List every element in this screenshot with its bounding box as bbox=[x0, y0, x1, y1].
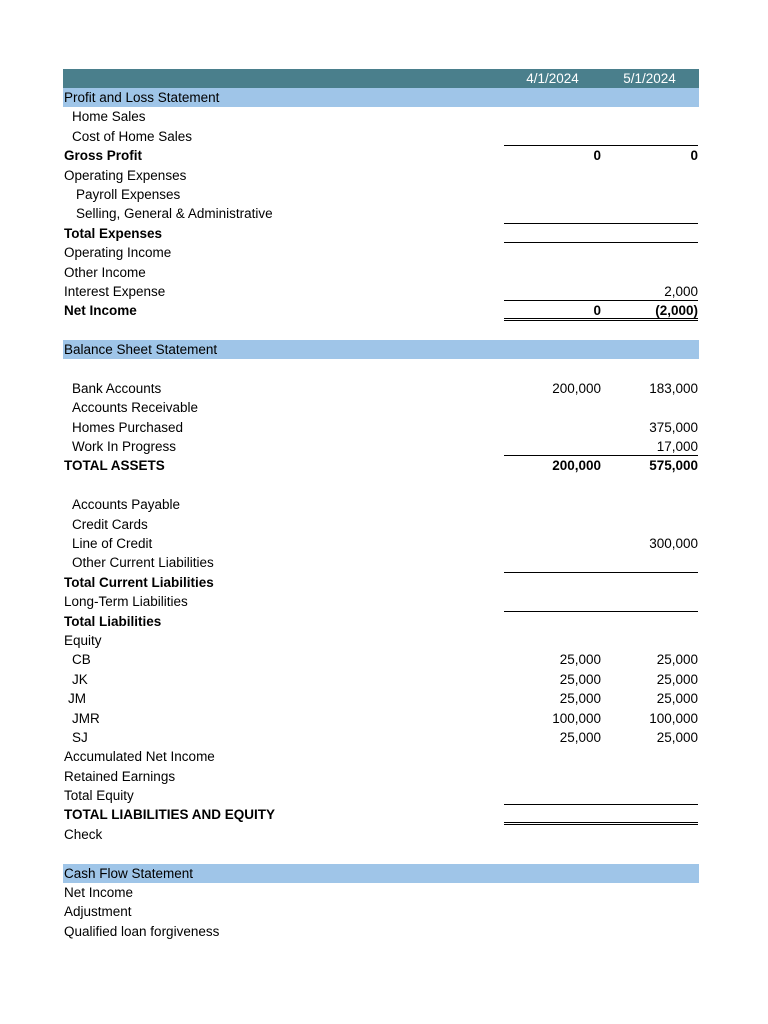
interest-expense-label: Interest Expense bbox=[64, 283, 166, 299]
jm-value-2: 25,000 bbox=[656, 691, 698, 707]
cf-net-income-label: Net Income bbox=[64, 885, 134, 901]
pnl-title-label: Profit and Loss Statement bbox=[64, 90, 220, 105]
work-in-progress-value-1 bbox=[504, 437, 601, 456]
row-sga bbox=[63, 204, 699, 223]
cb-value-1: 25,000 bbox=[559, 652, 601, 668]
row-equity-jk bbox=[63, 670, 699, 689]
bank-accounts-value-1: 200,000 bbox=[552, 380, 601, 396]
jm-value-1: 25,000 bbox=[559, 691, 601, 707]
total-expenses-value-2 bbox=[601, 224, 698, 243]
total-liabilities-equity-value-1 bbox=[504, 805, 601, 824]
row-accounts-receivable bbox=[63, 398, 699, 417]
other-current-liabilities-label: Other Current Liabilities bbox=[72, 555, 214, 571]
row-credit-cards bbox=[63, 515, 699, 534]
row-gross-profit bbox=[63, 146, 699, 165]
jk-value-2: 25,000 bbox=[656, 671, 698, 687]
jmr-label: JMR bbox=[72, 710, 100, 726]
jmr-value-2: 100,000 bbox=[649, 710, 698, 726]
row-home-sales bbox=[63, 107, 699, 126]
bank-accounts-value-2: 183,000 bbox=[649, 380, 698, 396]
cf-section-title bbox=[63, 864, 699, 883]
homes-purchased-label: Homes Purchased bbox=[72, 419, 184, 435]
line-of-credit-value-2: 300,000 bbox=[649, 535, 698, 551]
operating-income-label: Operating Income bbox=[64, 245, 172, 261]
total-equity-value-1 bbox=[504, 786, 601, 805]
spacer bbox=[63, 844, 699, 863]
row-line-of-credit bbox=[63, 534, 699, 553]
row-bank-accounts bbox=[63, 379, 699, 398]
total-current-liabilities-label: Total Current Liabilities bbox=[64, 574, 214, 590]
work-in-progress-value-2: 17,000 bbox=[601, 437, 698, 456]
qualified-loan-forgiveness-label: Qualified loan forgiveness bbox=[64, 923, 220, 939]
total-liabilities-label: Total Liabilities bbox=[64, 613, 162, 629]
jk-value-1: 25,000 bbox=[559, 671, 601, 687]
total-assets-label: TOTAL ASSETS bbox=[64, 458, 165, 474]
total-liabilities-equity-label: TOTAL LIABILITIES AND EQUITY bbox=[64, 807, 276, 823]
credit-cards-label: Credit Cards bbox=[72, 516, 148, 532]
interest-expense-value-2: 2,000 bbox=[601, 282, 698, 301]
sga-value-2 bbox=[601, 204, 698, 223]
accumulated-net-income-label: Accumulated Net Income bbox=[64, 749, 215, 765]
gross-profit-value-2: 0 bbox=[690, 148, 698, 164]
cb-label: CB bbox=[72, 652, 91, 668]
row-accumulated-net-income bbox=[63, 747, 699, 766]
payroll-expenses-label: Payroll Expenses bbox=[76, 186, 181, 202]
other-current-liabilities-value-1 bbox=[504, 553, 601, 572]
cost-of-home-sales-value-2 bbox=[601, 127, 698, 146]
spacer bbox=[63, 359, 699, 378]
row-equity-jm bbox=[63, 689, 699, 708]
long-term-liabilities-value-1 bbox=[504, 592, 601, 611]
sga-label: Selling, General & Administrative bbox=[76, 206, 273, 222]
row-interest-expense bbox=[63, 282, 699, 301]
check-label: Check bbox=[64, 826, 103, 842]
row-other-current-liabilities bbox=[63, 553, 699, 572]
total-expenses-value-1 bbox=[504, 224, 601, 243]
row-check bbox=[63, 825, 699, 844]
bs-section-title bbox=[63, 340, 699, 359]
sj-value-2: 25,000 bbox=[656, 729, 698, 745]
long-term-liabilities-label: Long-Term Liabilities bbox=[64, 594, 188, 610]
other-current-liabilities-value-2 bbox=[601, 553, 698, 572]
cb-value-2: 25,000 bbox=[656, 652, 698, 668]
row-homes-purchased bbox=[63, 418, 699, 437]
sj-label: SJ bbox=[72, 729, 88, 745]
total-equity-value-2 bbox=[601, 786, 698, 805]
spacer bbox=[63, 476, 699, 495]
spacer bbox=[63, 321, 699, 340]
jmr-value-1: 100,000 bbox=[552, 710, 601, 726]
interest-expense-value-1 bbox=[504, 282, 601, 301]
work-in-progress-label: Work In Progress bbox=[72, 439, 177, 455]
retained-earnings-label: Retained Earnings bbox=[64, 768, 176, 784]
column-header-date-2: 5/1/2024 bbox=[623, 71, 676, 86]
row-equity bbox=[63, 631, 699, 650]
sj-value-1: 25,000 bbox=[559, 729, 601, 745]
gross-profit-value-1: 0 bbox=[593, 148, 601, 164]
row-other-income bbox=[63, 263, 699, 282]
equity-label: Equity bbox=[64, 632, 102, 648]
row-accounts-payable bbox=[63, 495, 699, 514]
bs-title-label: Balance Sheet Statement bbox=[64, 342, 218, 358]
pnl-section-title bbox=[63, 88, 699, 107]
net-income-value-1: 0 bbox=[504, 301, 601, 320]
row-retained-earnings bbox=[63, 767, 699, 786]
total-assets-value-2: 575,000 bbox=[649, 458, 698, 474]
row-total-liabilities-equity bbox=[63, 805, 699, 824]
total-assets-value-1: 200,000 bbox=[552, 458, 601, 474]
row-total-current-liabilities bbox=[63, 573, 699, 592]
cost-of-home-sales-value-1 bbox=[504, 127, 601, 146]
row-long-term-liabilities bbox=[63, 592, 699, 611]
home-sales-label: Home Sales bbox=[72, 109, 146, 125]
row-equity-cb bbox=[63, 650, 699, 669]
row-total-assets bbox=[63, 456, 699, 475]
column-header-date-1: 4/1/2024 bbox=[526, 71, 579, 86]
row-payroll-expenses bbox=[63, 185, 699, 204]
accounts-receivable-label: Accounts Receivable bbox=[72, 400, 199, 416]
row-cf-qualified-loan-forgiveness bbox=[63, 922, 699, 941]
row-work-in-progress bbox=[63, 437, 699, 456]
row-total-liabilities bbox=[63, 612, 699, 631]
row-total-equity bbox=[63, 786, 699, 805]
jm-label: JM bbox=[68, 691, 86, 707]
cf-title-label: Cash Flow Statement bbox=[64, 865, 194, 881]
bank-accounts-label: Bank Accounts bbox=[72, 380, 162, 396]
row-equity-jmr bbox=[63, 709, 699, 728]
gross-profit-label: Gross Profit bbox=[64, 148, 143, 164]
long-term-liabilities-value-2 bbox=[601, 592, 698, 611]
line-of-credit-label: Line of Credit bbox=[72, 535, 153, 551]
cf-adjustment-label: Adjustment bbox=[64, 904, 132, 920]
sga-value-1 bbox=[504, 204, 601, 223]
row-cf-adjustment bbox=[63, 902, 699, 921]
row-cf-net-income bbox=[63, 883, 699, 902]
row-cost-of-home-sales bbox=[63, 127, 699, 146]
row-net-income bbox=[63, 301, 699, 320]
row-operating-income bbox=[63, 243, 699, 262]
jk-label: JK bbox=[72, 671, 88, 687]
row-equity-sj bbox=[63, 728, 699, 747]
cost-of-home-sales-label: Cost of Home Sales bbox=[72, 128, 193, 144]
row-total-expenses bbox=[63, 224, 699, 243]
other-income-label: Other Income bbox=[64, 264, 146, 280]
homes-purchased-value-2: 375,000 bbox=[649, 419, 698, 435]
total-expenses-label: Total Expenses bbox=[64, 225, 163, 241]
net-income-label: Net Income bbox=[64, 303, 137, 319]
accounts-payable-label: Accounts Payable bbox=[72, 497, 181, 513]
column-header-row bbox=[63, 69, 699, 88]
row-operating-expenses bbox=[63, 166, 699, 185]
total-liabilities-equity-value-2 bbox=[601, 805, 698, 824]
financial-statement-sheet bbox=[63, 69, 699, 941]
net-income-value-2: (2,000) bbox=[601, 301, 698, 320]
total-equity-label: Total Equity bbox=[64, 788, 134, 804]
operating-expenses-label: Operating Expenses bbox=[64, 167, 187, 183]
